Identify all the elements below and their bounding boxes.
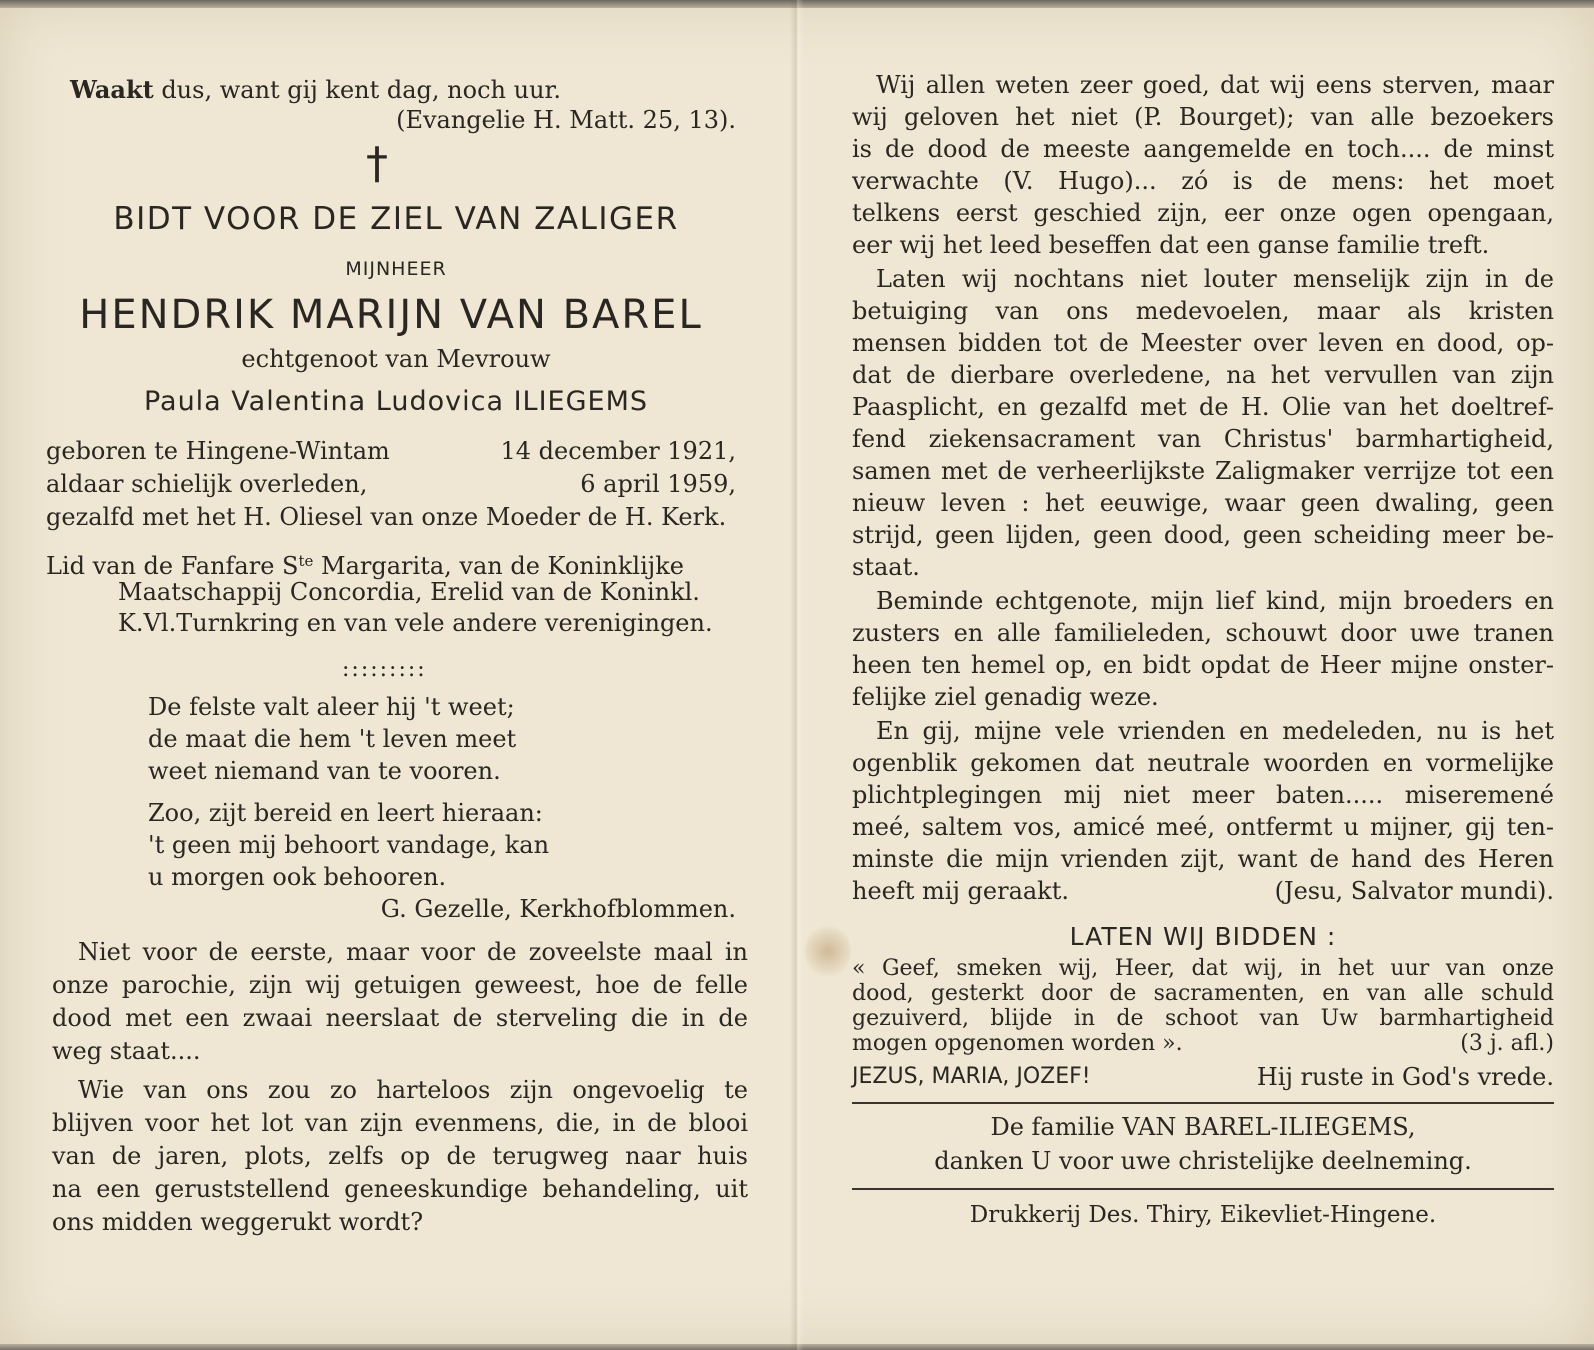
prayer-line-2: dood, gesterkt door de sacramenten, en van alle schuld: [852, 981, 1554, 1006]
right-para2-line-4: dat de dierbare overledene, na het vervullen van zijn: [852, 361, 1554, 389]
right-para2-line-6: fend ziekensacrament van Christus' barmhartigheid,: [852, 425, 1554, 453]
prayer-title: LATEN WIJ BIDDEN :: [1069, 922, 1337, 951]
right-para1-line-2: wij geloven het niet (P. Bourget); van alle bezoekers: [852, 103, 1554, 131]
right-para3-line-3: heen ten hemel op, en bidt opdat de Heer mijne onster-: [852, 651, 1554, 679]
cross-icon: †: [366, 138, 388, 189]
scripture-quote: Waakt dus, want gij kent dag, noch uur.: [70, 75, 561, 104]
deceased-name: HENDRIK MARIJN VAN BAREL: [79, 292, 703, 338]
prayer-heading: BIDT VOOR DE ZIEL VAN ZALIGER: [113, 201, 679, 237]
family-line-2: danken U voor uwe christelijke deelneming.: [934, 1147, 1472, 1175]
birth-place: geboren te Hingene-Wintam: [46, 437, 390, 465]
spouse-intro: echtgenoot van Mevrouw: [241, 345, 551, 373]
right-para4-line-4: meé, saltem vos, amicé meé, ontfermt u mijner, gij ten-: [852, 813, 1554, 841]
birth-date: 14 december 1921,: [500, 437, 736, 465]
right-para3-line-1: Beminde echtgenote, mijn lief kind, mijn broeders en: [876, 587, 1554, 615]
paragraph-2-line-2: blijven voor het lot van zijn evenmens, die, in de blooi: [52, 1109, 748, 1137]
paragraph-1-line-2: onze parochie, zijn wij getuigen geweest, hoe de felle: [52, 971, 748, 999]
paragraph-2-line-3: van de jaren, plots, zelfs op de terugweg naar huis: [52, 1142, 748, 1170]
poem-line-5: 't geen mij behoort vandage, kan: [148, 831, 550, 859]
death-label: aldaar schielijk overleden,: [46, 470, 368, 498]
death-date: 6 april 1959,: [580, 470, 736, 498]
prayer-line-4: mogen opgenomen worden ».: [852, 1031, 1183, 1056]
membership-line-1: Lid van de Fanfare $S^{te}$ Margarita, van de Koninklijke: [46, 552, 684, 580]
right-para2-line-9: strijd, geen lijden, geen dood, geen scheiding meer be-: [852, 521, 1554, 549]
membership-line-2: Maatschappij Concordia, Erelid van de Koninkl.: [118, 578, 700, 606]
right-para1-line-6: eer wij het leed beseffen dat een ganse familie treft.: [852, 231, 1490, 259]
right-para2-line-1: Laten wij nochtans niet louter menselijk zijn in de: [876, 265, 1554, 293]
right-para1-line-5: telkens eerst geschied zijn, eer onze ogen opengaan,: [852, 199, 1554, 227]
paragraph-1-line-4: weg staat....: [52, 1037, 201, 1065]
right-para4-line-5: minste die mijn vrienden zijt, want de hand des Heren: [852, 845, 1554, 873]
membership-line-3: K.Vl.Turnkring en van vele andere verenigingen.: [118, 609, 713, 637]
paragraph-2-line-4: na een geruststellend geneeskundige behandeling, uit: [52, 1175, 748, 1203]
honorific: MIJNHEER: [345, 258, 447, 280]
right-para4-line-3: plichtplegingen mij niet meer baten..... miseremené: [852, 781, 1554, 809]
right-para2-line-5: Paasplicht, en gezalfd met de H. Olie van het doeltref-: [852, 393, 1554, 421]
family-line-1: De familie VAN BAREL-ILIEGEMS,: [990, 1113, 1416, 1141]
separator-dots: :::::::::: [342, 657, 427, 682]
anointing-line: gezalfd met het H. Oliesel van onze Moeder de H. Kerk.: [46, 503, 727, 531]
poem-line-2: de maat die hem 't leven meet: [148, 725, 517, 753]
right-para2-line-2: betuiging van ons medevoelen, maar als kristen: [852, 297, 1554, 325]
paragraph-2-line-5: ons midden weggerukt wordt?: [52, 1208, 424, 1236]
poem-line-4: Zoo, zijt bereid en leert hieraan:: [148, 799, 543, 827]
right-para3-line-2: zusters en alle familieleden, schouwt door uwe tranen: [852, 619, 1554, 647]
right-para1-line-4: verwachte (V. Hugo)... zó is de mens: het moet: [852, 167, 1554, 195]
rest-in-peace: Hij ruste in God's vrede.: [1256, 1063, 1554, 1091]
right-para1-line-1: Wij allen weten zeer goed, dat wij eens sterven, maar: [876, 71, 1554, 99]
prayer-line-1: « Geef, smeken wij, Heer, dat wij, in het uur van onze: [852, 956, 1554, 981]
right-para2-line-10: staat.: [852, 553, 920, 581]
invocation: JEZUS, MARIA, JOZEF!: [852, 1064, 1091, 1089]
right-para4-line-2: ogenblik gekomen dat neutrale woorden en vormelijke: [852, 749, 1554, 777]
poem-line-3: weet niemand van te vooren.: [148, 757, 501, 785]
right-para4-source: (Jesu, Salvator mundi).: [1274, 877, 1554, 905]
paragraph-1-line-3: dood met een zwaai neerslaat de sterveling die in de: [52, 1004, 748, 1032]
right-para2-line-7: samen met de verheerlijkste Zaligmaker verrijze tot een: [852, 457, 1554, 485]
printer-credit: Drukkerij Des. Thiry, Eikevliet-Hingene.: [969, 1202, 1437, 1228]
right-para2-line-3: mensen bidden tot de Meester over leven en dood, op-: [852, 329, 1554, 357]
spouse-name: Paula Valentina Ludovica ILIEGEMS: [143, 386, 649, 417]
poem-line-6: u morgen ook behooren.: [148, 863, 447, 891]
paper-stain: [805, 925, 851, 977]
divider-top: [852, 1102, 1554, 1104]
prayer-source: (3 j. afl.): [1460, 1031, 1554, 1056]
right-para2-line-8: nieuw leven : het eeuwige, waar geen dwaling, geen: [852, 489, 1554, 517]
divider-bottom: [852, 1188, 1554, 1190]
center-fold: [790, 0, 804, 1350]
right-para4-line-6: heeft mij geraakt.: [852, 877, 1069, 905]
paragraph-1-line-1: Niet voor de eerste, maar voor de zoveelste maal in: [78, 938, 748, 966]
scripture-source: (Evangelie H. Matt. 25, 13).: [396, 106, 736, 134]
poem-line-1: De felste valt aleer hij 't weet;: [148, 693, 515, 721]
right-para3-line-4: felijke ziel genadig weze.: [852, 683, 1159, 711]
right-para4-line-1: En gij, mijne vele vrienden en medeleden, nu is het: [876, 717, 1554, 745]
poem-attribution: G. Gezelle, Kerkhofblommen.: [380, 895, 736, 923]
paragraph-2-line-1: Wie van ons zou zo harteloos zijn ongevoelig te: [78, 1076, 748, 1104]
right-para1-line-3: is de dood de meeste aangemelde en toch.... de minst: [852, 135, 1554, 163]
prayer-line-3: gezuiverd, blijde in de schoot van Uw barmhartigheid: [852, 1006, 1554, 1031]
